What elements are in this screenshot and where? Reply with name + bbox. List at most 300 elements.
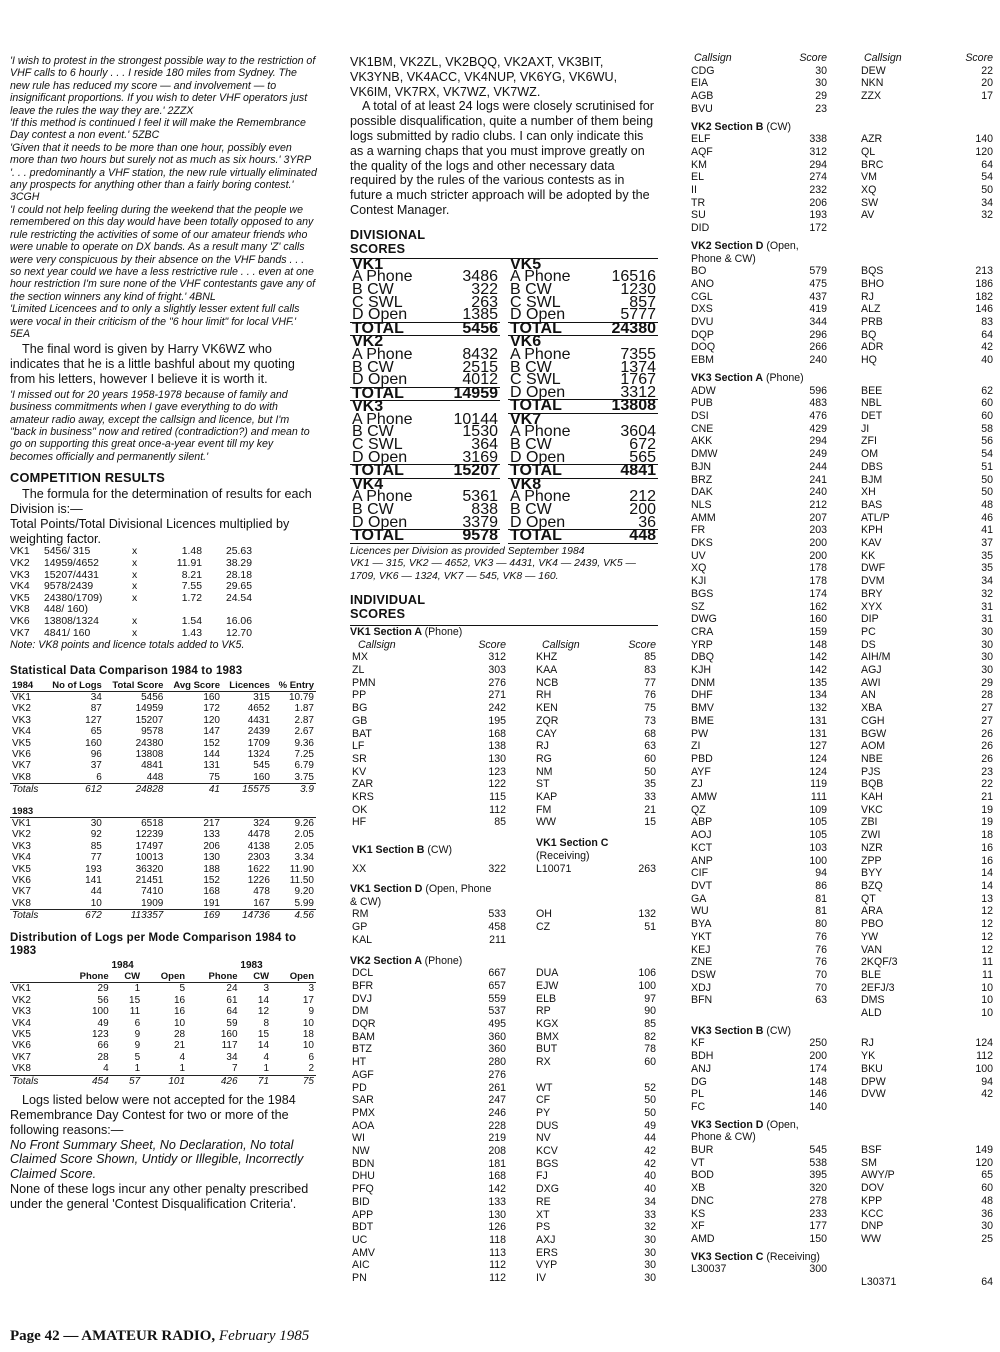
stat-total-row: Totals 612 24828 41 15575 3.9 bbox=[12, 784, 314, 796]
score-row: LF 138 RJ 63 bbox=[352, 740, 656, 753]
score-row: EBM 240 bbox=[691, 354, 827, 367]
score-row: PJS 23 bbox=[861, 765, 993, 778]
score-row: AKK 294 bbox=[691, 435, 827, 448]
score-row: DWG 160 bbox=[691, 613, 827, 626]
logs-not-accepted: Logs listed below were not accepted for the 1984 Remembrance Day Contest for two or more of the following reasons:— bbox=[10, 1093, 296, 1137]
dist-row: VK3 100 11 16 64 12 9 bbox=[12, 1006, 314, 1018]
section-spacer bbox=[860, 116, 994, 134]
stat-row: VK2 87 14959 172 4652 1.87 bbox=[12, 703, 314, 715]
division-heading: VK1 bbox=[352, 255, 384, 273]
score-row: VKC 19 bbox=[861, 803, 993, 816]
quote: 'I could not help feeling during the weekend that the people we remembered on this day would have been totally opposed to any rule restricting the activities of some of our amateur friends who were unable to operate on DX bands. As a result many 'Z' calls were very conspicuous by their absence on the VHF bands . . . so next year could we have a less restrictive rule . . . even at one hour restriction I'm sure none of the VHF contestants gave any of the section winners any kind of fright.' 4BNL bbox=[10, 203, 316, 303]
score-row bbox=[860, 1101, 994, 1114]
stat-row: VK6 141 21451 152 1226 11.50 bbox=[12, 875, 314, 887]
score-row: CRA 159 bbox=[691, 625, 827, 638]
column-4 bbox=[860, 52, 994, 1289]
score-row: KAL 211 bbox=[352, 933, 506, 946]
formula-intro: The formula for the determination of results for each Division is:— bbox=[10, 487, 312, 516]
score-row: XQ 50 bbox=[861, 184, 993, 197]
score-row: BSF 149 bbox=[861, 1144, 993, 1157]
division-heading: VK3 bbox=[350, 401, 500, 414]
stat-row: VK3 85 17497 206 4138 2.05 bbox=[12, 840, 314, 852]
division-heading: VK2 bbox=[350, 336, 500, 349]
score-row: DET 60 bbox=[861, 409, 993, 422]
score-row: PRB 83 bbox=[861, 316, 993, 329]
division-row: B CW 1230 bbox=[510, 280, 656, 298]
score-row: KRS 115 KAP 33 bbox=[352, 791, 656, 804]
division-row: A Phone 8432 bbox=[352, 345, 498, 363]
score-row: SU 193 bbox=[691, 209, 827, 222]
column-4-scores bbox=[860, 52, 994, 1289]
score-row: PW 131 bbox=[691, 727, 827, 740]
score-row: AQF 312 bbox=[691, 145, 827, 158]
score-row: BQS 213 bbox=[861, 265, 993, 278]
score-row: KCT 103 bbox=[691, 841, 827, 854]
score-row: SM 120 bbox=[861, 1156, 993, 1169]
score-row: AGF 276 bbox=[352, 1068, 506, 1081]
dist-heading: Distribution of Logs per Mode Comparison 1984 to 1983 bbox=[10, 931, 297, 957]
score-row: L30037 300 bbox=[691, 1263, 827, 1276]
score-row: RM 533 OH 132 bbox=[352, 908, 656, 921]
score-row: JI 58 bbox=[861, 422, 993, 435]
vk1a-heading: VK1 Section A (Phone) bbox=[350, 625, 658, 639]
score-row: DKS 200 bbox=[691, 537, 827, 550]
score-row: XQ 178 bbox=[691, 562, 827, 575]
score-row: VM 54 bbox=[861, 171, 993, 184]
score-row: CGH 27 bbox=[861, 714, 993, 727]
reasons: No Front Summary Sheet, No Declaration, No total Claimed Score Shown, Untidy or Illegible, Incorrectly Claimed Score. bbox=[10, 1137, 304, 1182]
section-spacer bbox=[860, 1020, 994, 1038]
licences-list: VK1 — 315, VK2 — 4652, VK3 — 4431, VK4 — 2439, VK5 — 1709, VK6 — 1324, VK7 — 545, VK8 — 160. bbox=[350, 558, 636, 582]
score-row: CDG 30 bbox=[691, 64, 827, 77]
score-row: OM 54 bbox=[861, 448, 993, 461]
harry-quote: 'I missed out for 20 years 1958-1978 because of family and business commitments when I gave everything to do with amateur radio away, except the callsign and licence, but I'm "back in business" now and retired (contradiction?) and mean to go on supporting this great once-a-year event till my key becomes officially and permanently silent.' bbox=[10, 388, 310, 463]
score-row: BRZ 241 bbox=[691, 473, 827, 486]
score-row: ZZX 17 bbox=[861, 90, 993, 103]
dist-row: VK8 4 1 1 7 1 2 bbox=[12, 1063, 314, 1075]
division-row: D Open 3379 bbox=[352, 513, 498, 531]
score-row: EIA 30 bbox=[691, 77, 827, 90]
score-row: BQ 64 bbox=[861, 328, 993, 341]
score-row: BYA 80 bbox=[691, 918, 827, 931]
section-heading: VK2 Section B (CW) bbox=[691, 120, 792, 133]
score-row: DCL 667 DUA 106 bbox=[352, 967, 656, 980]
score-row: RJ 124 bbox=[861, 1037, 993, 1050]
column-1 bbox=[10, 55, 318, 1211]
dist-header: Phone CW Open Phone CW Open bbox=[10, 971, 316, 983]
score-row: ZPP 16 bbox=[861, 854, 993, 867]
score-row: XB 320 bbox=[691, 1182, 827, 1195]
score-row: GB 195 ZQR 73 bbox=[352, 714, 656, 727]
dist-table bbox=[10, 960, 316, 1087]
score-row: DM 537 RP 90 bbox=[352, 1005, 656, 1018]
score-row: AGJ 30 bbox=[861, 664, 993, 677]
score-row: DOQ 266 bbox=[691, 341, 827, 354]
score-row: BAT 168 CAY 68 bbox=[352, 727, 656, 740]
score-row: DNP 30 bbox=[861, 1220, 993, 1233]
stat-row: VK4 77 10013 130 2303 3.34 bbox=[12, 852, 314, 864]
formula-row: VK4 9578/2439 x 7.55 29.65 bbox=[10, 581, 252, 593]
quote: 'Limited Licencees and to only a slightly lesser extent full calls were vocal in their criticism of the "6 hour limit" for local VHF.' 5EA bbox=[10, 303, 300, 340]
score-row: 2EFJ/3 10 bbox=[861, 981, 993, 994]
score-row: DG 148 bbox=[691, 1075, 827, 1088]
score-row: DNC 278 bbox=[691, 1194, 827, 1207]
division-row: A Phone 7355 bbox=[510, 345, 656, 363]
score-row: DVJ 559 ELB 97 bbox=[352, 992, 656, 1005]
score-row: DNM 135 bbox=[691, 676, 827, 689]
score-row bbox=[860, 103, 994, 116]
calls-list: VK1BM, VK2ZL, VK2BQQ, VK2AXT, VK3BIT, VK3YNB, VK4ACC, VK4NUP, VK6YG, VK6WU, VK6IM, VK7RX, VK7WZ, VK7WZ. bbox=[350, 55, 618, 99]
score-row: L30371 64 bbox=[861, 1276, 993, 1289]
score-row: AMV 113 ERS 30 bbox=[352, 1246, 656, 1259]
section-heading: VK2 Section D (Open, Phone & CW) bbox=[691, 239, 799, 265]
score-row: KK 35 bbox=[861, 549, 993, 562]
stat-row: VK1 34 5456 160 315 10.79 bbox=[12, 691, 314, 703]
score-row: 2KQF/3 11 bbox=[861, 956, 993, 969]
score-row: NLS 212 bbox=[691, 498, 827, 511]
score-row: BAM 360 BMX 82 bbox=[352, 1030, 656, 1043]
column-3 bbox=[690, 52, 828, 1276]
score-row: ZBI 19 bbox=[861, 816, 993, 829]
section-heading: VK3 Section B (CW) bbox=[691, 1024, 792, 1037]
column-2 bbox=[350, 55, 658, 1285]
score-row: ALZ 146 bbox=[861, 303, 993, 316]
stat-row: VK1 30 6518 217 324 9.26 bbox=[12, 817, 314, 829]
formula-row: VK5 24380/1709) x 1.72 24.54 bbox=[10, 592, 252, 604]
score-row: PBD 124 bbox=[691, 752, 827, 765]
stat-row: VK5 160 24380 152 1709 9.36 bbox=[12, 737, 314, 749]
formula-text: Total Points/Total Divisional Licences multiplied by weighting factor. bbox=[10, 516, 290, 546]
score-row: BQB 22 bbox=[861, 778, 993, 791]
score-row: MX 312 KHZ 85 bbox=[352, 651, 656, 664]
stat-row: VK7 37 4841 131 545 6.79 bbox=[12, 760, 314, 772]
score-row: ZJ 119 bbox=[691, 778, 827, 791]
division-row: D Open 3312 bbox=[510, 383, 656, 401]
division-total: TOTAL 9578 bbox=[352, 527, 498, 545]
score-row: YW 12 bbox=[861, 930, 993, 943]
score-row: XH 50 bbox=[861, 486, 993, 499]
score-row: DSI 476 bbox=[691, 409, 827, 422]
quote: '. . . predominantly a VHF station, the new rule virtually eliminated any prospects for anything other than a fairly boring contest.' 3CGH bbox=[10, 166, 317, 204]
quote: 'I wish to protest in the strongest possible way to the restriction of VHF calls to 6 hourly . . . I reside 180 miles from Sydney. The new rule has reduced my score — and involvement — to insignificant proportions. If you wish to deter VHF operators just leave the rules the way they are.' 2ZZX bbox=[10, 55, 316, 117]
score-row: APP 130 XT 33 bbox=[352, 1208, 656, 1221]
score-row: BRC 64 bbox=[861, 158, 993, 171]
score-row: DS 30 bbox=[861, 638, 993, 651]
score-row: VAN 12 bbox=[861, 943, 993, 956]
division-row: A Phone 3486 bbox=[352, 268, 498, 286]
score-row: AGB 29 bbox=[691, 90, 827, 103]
score-row: CGL 437 bbox=[691, 290, 827, 303]
score-row: KAH 21 bbox=[861, 791, 993, 804]
score-row: XBA 27 bbox=[861, 702, 993, 715]
dist-total-row: Totals 454 57 101 426 71 75 bbox=[12, 1075, 314, 1087]
score-row: ABP 105 bbox=[691, 816, 827, 829]
score-row: ZI 127 bbox=[691, 740, 827, 753]
division-row: A Phone 5361 bbox=[352, 488, 498, 506]
score-row: NKN 20 bbox=[861, 77, 993, 90]
division-row: B CW 1374 bbox=[510, 358, 656, 376]
stat-header: 1984 No of Logs Total Score Avg Score Licences % Entry bbox=[12, 679, 314, 691]
division-row: C SWL 263 bbox=[352, 293, 498, 311]
score-row: BOD 395 bbox=[691, 1169, 827, 1182]
score-row: KF 250 bbox=[691, 1037, 827, 1050]
score-row: ALD 10 bbox=[861, 1007, 993, 1020]
section-heading: VK3 Section A (Phone) bbox=[691, 371, 804, 384]
score-row: KV 123 NM 50 bbox=[352, 765, 656, 778]
score-row: HQ 40 bbox=[861, 354, 993, 367]
score-row: KPP 48 bbox=[861, 1194, 993, 1207]
score-row: BDT 126 PS 32 bbox=[352, 1221, 656, 1234]
score-row: BDN 181 BGS 42 bbox=[352, 1157, 656, 1170]
division-row: A Phone 10144 bbox=[352, 410, 498, 428]
dist-row: VK2 56 15 16 61 14 17 bbox=[12, 994, 314, 1006]
score-row: PBO 12 bbox=[861, 918, 993, 931]
score-row: PL 146 bbox=[691, 1088, 827, 1101]
score-row: BVU 23 bbox=[691, 102, 827, 115]
score-row: BMV 132 bbox=[691, 702, 827, 715]
score-row: ANJ 174 bbox=[691, 1062, 827, 1075]
score-row: QT 13 bbox=[861, 892, 993, 905]
score-row: BKU 100 bbox=[861, 1062, 993, 1075]
stat-row: VK4 65 9578 147 2439 2.67 bbox=[12, 726, 314, 738]
score-row: ZNE 76 bbox=[691, 956, 827, 969]
division-row: D Open 3169 bbox=[352, 448, 498, 466]
score-row: ARA 12 bbox=[861, 905, 993, 918]
score-row: ELF 338 bbox=[691, 133, 827, 146]
score-row: AIH/M 30 bbox=[861, 651, 993, 664]
score-row: DVT 86 bbox=[691, 880, 827, 892]
score-row: KJH 142 bbox=[691, 664, 827, 677]
score-row: WW 25 bbox=[861, 1232, 993, 1245]
score-row: NBL 60 bbox=[861, 397, 993, 410]
score-row: ATL/P 46 bbox=[861, 511, 993, 524]
score-row: DHU 168 FJ 40 bbox=[352, 1170, 656, 1183]
score-row: PC 30 bbox=[861, 625, 993, 638]
division-row: B CW 2515 bbox=[352, 358, 498, 376]
score-row: AZR 140 bbox=[861, 133, 993, 146]
vk1bc-table: VK1 Section B (CW) VK1 Section C (Receiving) XX 322 L10071 263 bbox=[352, 837, 656, 875]
division-row: B CW 322 bbox=[352, 280, 498, 298]
score-row: ANO 475 bbox=[691, 277, 827, 290]
score-row: DXS 419 bbox=[691, 303, 827, 316]
score-row: DIP 31 bbox=[861, 613, 993, 626]
score-row: KEJ 76 bbox=[691, 943, 827, 956]
score-row: DWF 35 bbox=[861, 562, 993, 575]
score-row: YRP 148 bbox=[691, 638, 827, 651]
score-row: PMX 246 PY 50 bbox=[352, 1106, 656, 1119]
reader-quotes bbox=[10, 55, 318, 340]
formula-row: VK7 4841/ 160 x 1.43 12.70 bbox=[10, 627, 252, 639]
score-row: BO 579 bbox=[691, 265, 827, 278]
formula-row: VK1 5456/ 315 x 1.48 25.63 bbox=[10, 546, 252, 558]
individual-heading: INDIVIDUAL SCORES bbox=[350, 592, 426, 622]
scrutinised-paragraph: A total of at least 24 logs were closely scrutinised for possible disqualification, quite a number of them being logs submitted by radio clubs. I can only indicate this as a warning chaps that you must improve greatly on the quality of the logs and other necessary data required by the rules of the various contests as in future a much stricter approach will be adopted by the Contest Manager. bbox=[350, 99, 654, 217]
vk2a-table bbox=[350, 967, 658, 1285]
score-row: BUR 545 bbox=[691, 1144, 827, 1157]
formula-note: Note: VK8 points and licence totals added to VK5. bbox=[10, 639, 245, 652]
score-row: DPW 94 bbox=[861, 1075, 993, 1088]
score-row: YK 112 bbox=[861, 1050, 993, 1063]
page-footer: Page 42 — AMATEUR RADIO, February 1985 bbox=[10, 1328, 310, 1344]
stat-row: VK2 92 12239 133 4478 2.05 bbox=[12, 829, 314, 841]
score-row: WU 81 bbox=[691, 905, 827, 918]
score-row: DBQ 142 bbox=[691, 651, 827, 664]
stat-table bbox=[10, 680, 316, 922]
score-row: DHF 134 bbox=[691, 689, 827, 702]
vk1d-table bbox=[350, 908, 658, 946]
dist-year-row: 1984 1983 bbox=[111, 959, 263, 971]
division-heading: VK6 bbox=[508, 336, 658, 349]
division-total: TOTAL 13808 bbox=[510, 397, 656, 415]
division-row: B CW 1530 bbox=[352, 423, 498, 441]
score-row: BJN 244 bbox=[691, 460, 827, 473]
quote: 'If this method is continued I feel it will make the Remembrance Day contest a non event.' 5ZBC bbox=[10, 117, 306, 142]
score-row: BEE 62 bbox=[861, 384, 993, 397]
callsign-header: Callsign Score bbox=[864, 52, 993, 64]
score-row: ZFI 56 bbox=[861, 435, 993, 448]
score-row: AOJ 105 bbox=[691, 829, 827, 842]
divisional-scores bbox=[350, 255, 658, 545]
score-row: BZQ 14 bbox=[861, 880, 993, 892]
score-row: ANP 100 bbox=[691, 854, 827, 867]
division-row: C SWL 1767 bbox=[510, 371, 656, 389]
score-row: CNE 429 bbox=[691, 422, 827, 435]
score-row: PN 112 IV 30 bbox=[352, 1272, 656, 1285]
stat-row: VK5 193 36320 188 1622 11.90 bbox=[12, 863, 314, 875]
formula-row: VK8 448/ 160) bbox=[10, 604, 88, 616]
score-row: UC 118 AXJ 30 bbox=[352, 1233, 656, 1246]
section-heading: VK3 Section C (Receiving) bbox=[691, 1250, 820, 1263]
none-incur: None of these logs incur any other penalty prescribed under the general 'Contest Disqualification Criteria'. bbox=[10, 1181, 309, 1211]
score-row: BG 242 KEN 75 bbox=[352, 702, 656, 715]
division-row: A Phone 16516 bbox=[510, 268, 656, 286]
final-word-paragraph: The final word is given by Harry VK6WZ who indicates that he is a little bashful about my quoting from his letters, however I believe it is worth it. bbox=[10, 342, 295, 386]
score-row: DSW 70 bbox=[691, 968, 827, 981]
formula-table bbox=[10, 546, 252, 639]
division-row: D Open 5777 bbox=[510, 306, 656, 324]
division-row: A Phone 212 bbox=[510, 488, 656, 506]
score-row: BAS 48 bbox=[861, 498, 993, 511]
score-row: ZAR 122 ST 35 bbox=[352, 778, 656, 791]
divisional-block bbox=[350, 255, 500, 545]
score-row: II 232 bbox=[691, 184, 827, 197]
division-total: TOTAL 4841 bbox=[510, 462, 656, 480]
stat-row: VK8 6 448 75 160 3.75 bbox=[12, 771, 314, 783]
score-row: WI 219 NV 44 bbox=[352, 1132, 656, 1145]
score-row: SAR 247 CF 50 bbox=[352, 1094, 656, 1107]
score-row: DVM 34 bbox=[861, 575, 993, 588]
score-row: UV 200 bbox=[691, 549, 827, 562]
score-row: DMS 10 bbox=[861, 994, 993, 1007]
division-heading: VK5 bbox=[510, 255, 542, 273]
division-total: TOTAL 24380 bbox=[510, 319, 656, 337]
divisional-block bbox=[508, 255, 658, 545]
division-total: TOTAL 15207 bbox=[352, 462, 498, 480]
score-row: BID 133 RE 34 bbox=[352, 1195, 656, 1208]
score-row: EL 274 bbox=[691, 171, 827, 184]
score-row: BLE 11 bbox=[861, 968, 993, 981]
division-row: D Open 36 bbox=[510, 513, 656, 531]
callsign-header: Callsign Score bbox=[694, 52, 827, 64]
column-3-scores bbox=[690, 52, 828, 1276]
score-row: DQR 495 KGX 85 bbox=[352, 1018, 656, 1030]
score-row: QL 120 bbox=[861, 145, 993, 158]
score-row: ZL 303 KAA 83 bbox=[352, 664, 656, 677]
score-row: DMW 249 bbox=[691, 448, 827, 461]
vk1d-heading: VK1 Section D (Open, Phone & CW) bbox=[350, 883, 492, 908]
score-row: KAV 37 bbox=[861, 537, 993, 550]
score-row: DEW 22 bbox=[861, 64, 993, 77]
vk1a-table bbox=[350, 639, 658, 830]
score-row: PP 271 RH 76 bbox=[352, 689, 656, 702]
dist-row: VK4 49 6 10 59 8 10 bbox=[12, 1017, 314, 1029]
quote: 'Given that it needs to be more than one hour, possibly even more than two hours but surely not as much as six hours.' 3YRP bbox=[10, 141, 312, 167]
score-row: RJ 182 bbox=[861, 290, 993, 303]
stat-heading: Statistical Data Comparison 1984 to 1983 bbox=[10, 664, 243, 677]
formula-row: VK6 13808/1324 x 1.54 16.06 bbox=[10, 615, 252, 627]
score-row: KCC 36 bbox=[861, 1207, 993, 1220]
score-row: NZR 16 bbox=[861, 841, 993, 854]
stat-total-row: Totals 672 113357 169 14736 4.56 bbox=[12, 910, 314, 922]
score-row: BTZ 360 BUT 78 bbox=[352, 1043, 656, 1056]
score-row: BRY 32 bbox=[861, 587, 993, 600]
score-row: BGS 174 bbox=[691, 587, 827, 600]
licences-note: Licences per Division as provided September 1984 bbox=[350, 545, 585, 557]
dist-row: VK5 123 9 28 160 15 18 bbox=[12, 1029, 314, 1041]
score-row: CIF 94 bbox=[691, 867, 827, 880]
score-row: XYX 31 bbox=[861, 600, 993, 613]
stat-1983-header: 1983 bbox=[10, 796, 316, 818]
score-row: AWI 29 bbox=[861, 676, 993, 689]
dist-row: VK7 28 5 4 34 4 6 bbox=[12, 1051, 314, 1063]
score-row: KM 294 bbox=[691, 158, 827, 171]
score-row: BFN 63 bbox=[691, 994, 827, 1007]
score-row: AYF 124 bbox=[691, 765, 827, 778]
division-row: A Phone 3604 bbox=[510, 423, 656, 441]
score-row: BGW 26 bbox=[861, 727, 993, 740]
score-row: AWY/P 65 bbox=[861, 1169, 993, 1182]
division-total: TOTAL 448 bbox=[510, 527, 656, 545]
score-row: BDH 200 bbox=[691, 1050, 827, 1063]
score-row: DVU 344 bbox=[691, 316, 827, 329]
score-row: SZ 162 bbox=[691, 600, 827, 613]
score-row: DID 172 bbox=[691, 222, 827, 235]
score-row: OK 112 FM 21 bbox=[352, 803, 656, 816]
score-row: NBE 26 bbox=[861, 752, 993, 765]
stat-row: VK3 127 15207 120 4431 2.87 bbox=[12, 714, 314, 726]
vk2a-heading: VK2 Section A (Phone) bbox=[350, 954, 463, 967]
division-row: C SWL 364 bbox=[352, 436, 498, 454]
stat-row: VK8 10 1909 191 167 5.99 bbox=[12, 897, 314, 909]
score-row: AN 28 bbox=[861, 689, 993, 702]
score-row: PD 261 WT 52 bbox=[352, 1081, 656, 1094]
section-spacer bbox=[860, 1114, 994, 1144]
score-row: KJI 178 bbox=[691, 575, 827, 588]
score-row: AOM 26 bbox=[861, 740, 993, 753]
score-row: VT 538 bbox=[691, 1156, 827, 1169]
score-row: HT 280 RX 60 bbox=[352, 1056, 656, 1069]
stat-row: VK6 96 13808 144 1324 7.25 bbox=[12, 748, 314, 760]
division-heading: VK4 bbox=[350, 478, 500, 491]
score-row: AIC 112 VYP 30 bbox=[352, 1259, 656, 1272]
section-spacer bbox=[860, 367, 994, 385]
score-row: KPH 41 bbox=[861, 524, 993, 537]
score-row: DQP 296 bbox=[691, 328, 827, 341]
division-row: D Open 565 bbox=[510, 448, 656, 466]
divisional-heading: DIVISIONAL SCORES bbox=[350, 226, 426, 256]
score-row: GP 458 CZ 51 bbox=[352, 921, 656, 934]
score-row: DVW 42 bbox=[861, 1088, 993, 1101]
